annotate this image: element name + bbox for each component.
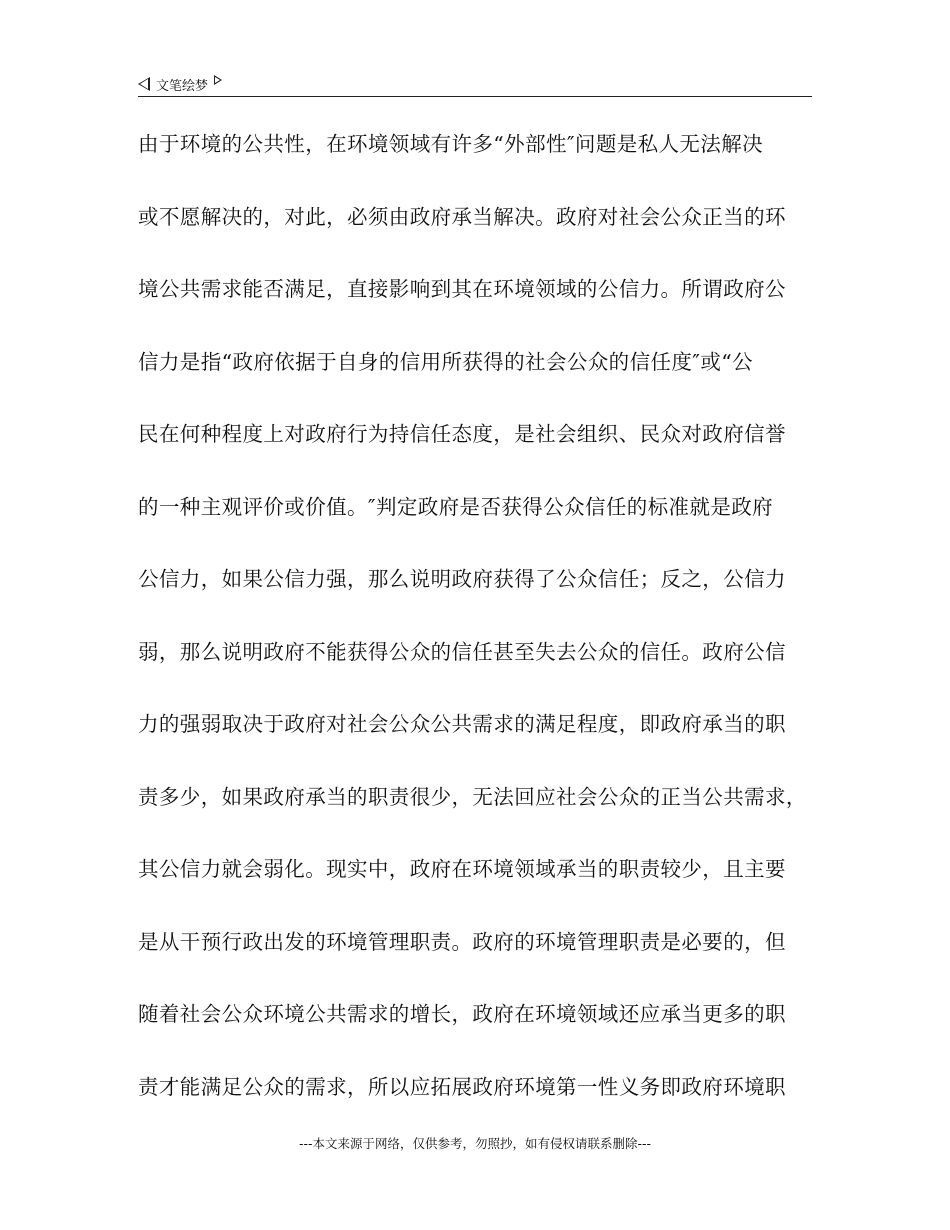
header-title: 文笔绘梦 <box>156 78 209 94</box>
text-line: 公信力，如果公信力强，那么说明政府获得了公众信任；反之，公信力 <box>138 567 786 591</box>
text-line: 的一种主观评价或价值。″判定政府是否获得公众信任的标准就是政府 <box>138 494 774 519</box>
text-line: 弱，那么说明政府不能获得公众的信任甚至失去公众的信任。政府公信 <box>138 639 786 664</box>
triangle-right-icon <box>214 75 222 85</box>
page-header <box>138 72 812 97</box>
text-line: 民在何种程度上对政府行为持信任态度，是社会组织、民众对政府信誉 <box>138 422 786 446</box>
text-line: 或不愿解决的，对此，必须由政府承当解决。政府对社会公众正当的环 <box>138 204 786 229</box>
text-line: 其公信力就会弱化。现实中，政府在环境领域承当的职责较少，且主要 <box>138 857 786 881</box>
triangle-left-icon <box>138 77 150 91</box>
text-line: 力的强弱取决于政府对社会公众公共需求的满足程度，即政府承当的职 <box>138 712 786 736</box>
text-line: 信力是指“政府依据于自身的信用所获得的社会公众的信任度″或“公 <box>138 349 754 374</box>
text-line: 是从干预行政出发的环境管理职责。政府的环境管理职责是必要的，但 <box>138 929 786 954</box>
text-line: 境公共需求能否满足，直接影响到其在环境领域的公信力。所谓政府公 <box>138 277 786 301</box>
text-line: 由于环境的公共性，在环境领域有许多“外部性″问题是私人无法解决 <box>138 132 764 156</box>
document-body <box>138 122 814 1137</box>
text-line: 责才能满足公众的需求，所以应拓展政府环境第一性义务即政府环境职 <box>138 1074 786 1099</box>
footer-disclaimer: ---本文来源于网络，仅供参考，勿照抄，如有侵权请联系删除--- <box>298 1136 652 1151</box>
text-line: 责多少，如果政府承当的职责很少，无法回应社会公众的正当公共需求， <box>138 784 807 809</box>
text-line: 随着社会公众环境公共需求的增长，政府在环境领域还应承当更多的职 <box>138 1002 786 1026</box>
